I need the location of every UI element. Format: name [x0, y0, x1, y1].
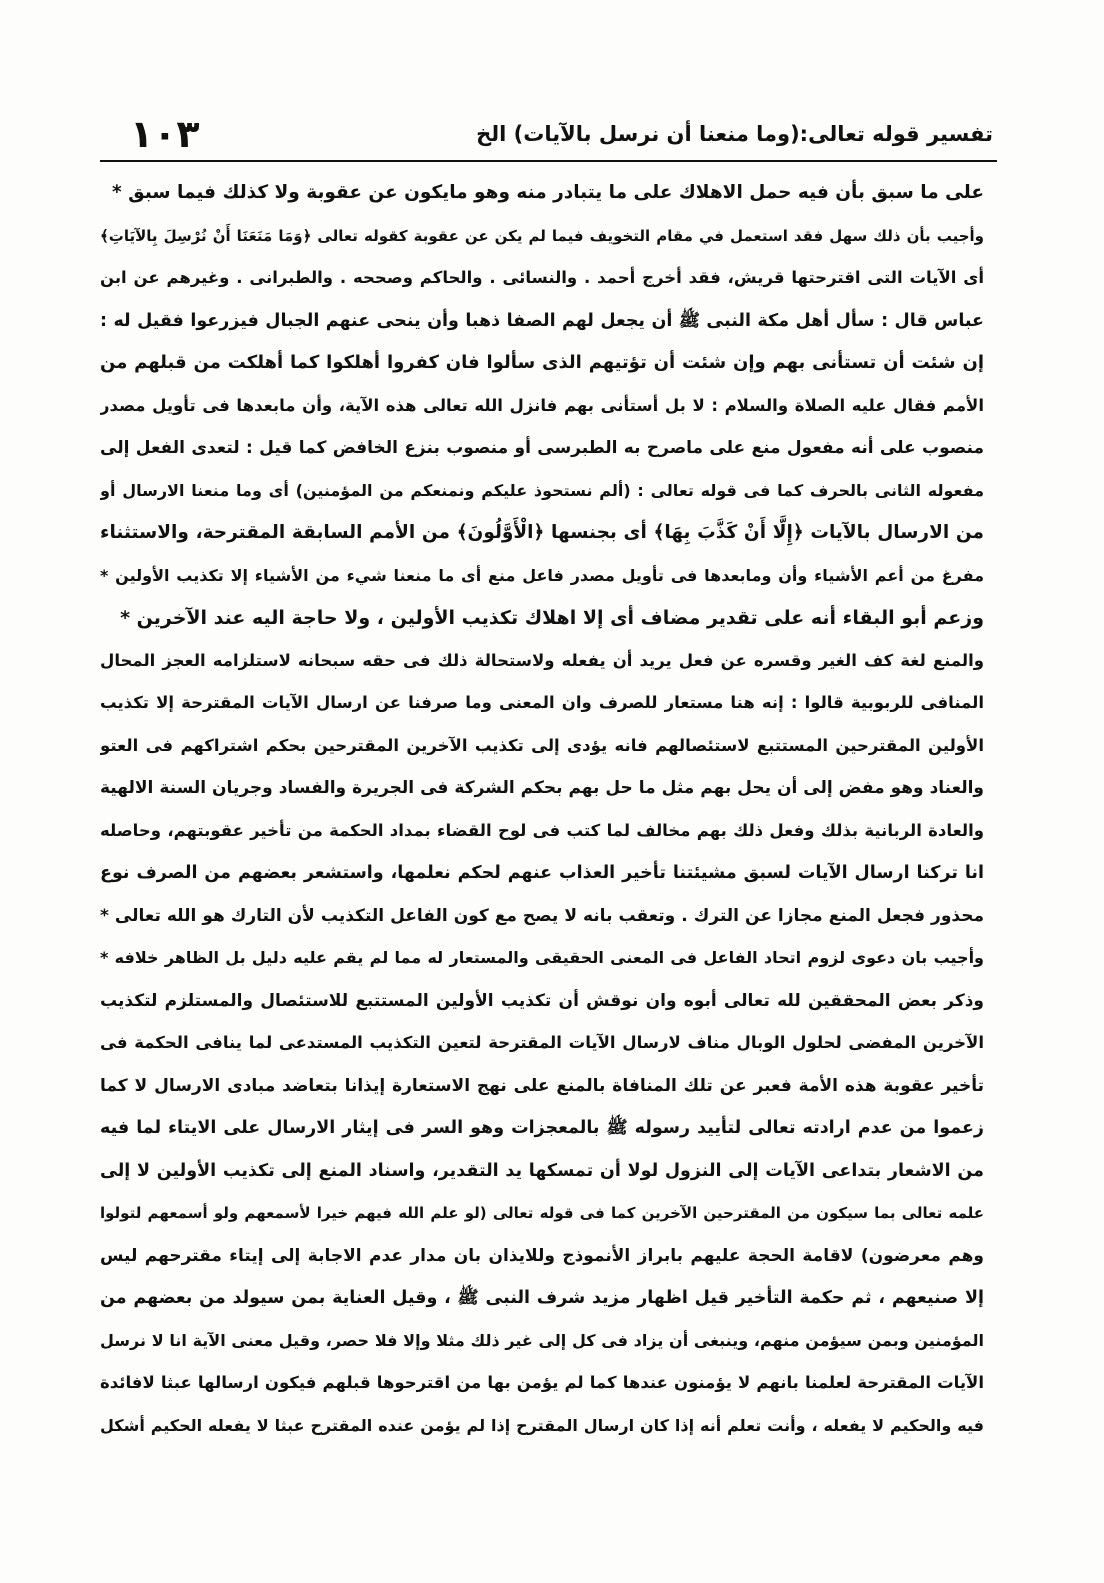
text-line: علمه تعالى بما سيكون من المقترحين الآخرين كما فى قوله تعالى (لو علم الله فيهم خيرا لأسمعهم ولو أسمعهم لتولوا	[100, 1204, 984, 1222]
text-line: المؤمنين وبمن سيؤمن منهم، وينبغى أن يزاد فى كل إلى غير ذلك مثلا وإلا فلا حصر، وقيل معنى الآية انا لا نرسل	[100, 1330, 984, 1350]
text-line: والعادة الربانية بذلك وفعل ذلك بهم مخالف لما كتب فى لوح القضاء بمداد الحكمة من تأخير عقوبتهم، وحاصله	[100, 820, 984, 840]
text-line: فيه والحكيم لا يفعله ، وأنت تعلم أنه إذا كان ارسال المقترح إذا لم يؤمن عنده المقترح عبثا لا يفعله الحكيم أشكل	[100, 1415, 984, 1435]
text-line: على ما سبق بأن فيه حمل الاهلاك على ما يتبادر منه وهو مايكون عن عقوبة ولا كذلك فيما سبق *	[112, 182, 984, 203]
text-line: وذكر بعض المحققين لله تعالى أبوه وان نوقش أن تكذيب الأولين المستتبع للاستئصال والمستلزم لتكذيب	[100, 990, 984, 1011]
page-header	[108, 112, 993, 160]
text-line: وهم معرضون) لاقامة الحجة عليهم بابراز الأنموذج وللايذان بان مدار عدم الاجابة إلى إيتاء مقترحهم ليس	[100, 1245, 984, 1266]
text-line: محذور فجعل المنع مجازا عن الترك . وتعقب بانه لا يصح مع كون الفاعل التكذيب لأن التارك هو الله تعالى *	[100, 905, 984, 926]
text-line: مفرغ من أعم الأشياء وأن ومابعدها فى تأويل مصدر فاعل منع أى ما منعنا شيء من الأشياء إلا تكذيب الأولين *	[100, 565, 984, 585]
text-line: والعناد وهو مفض إلى أن يحل بهم مثل ما حل بهم بحكم الشركة فى الجريرة والفساد وجريان السنة الالهية	[100, 778, 984, 798]
text-line: عباس قال : سأل أهل مكة النبى ﷺ أن يجعل لهم الصفا ذهبا وأن ينحى عنهم الجبال فيزرعوا فقيل له :	[100, 310, 984, 331]
text-line: الأولين المقترحين المستتبع لاستئصالهم فانه يؤدى إلى تكذيب الآخرين المقترحين بحكم اشتراكهم فى العتو	[100, 735, 984, 755]
text-line: المنافى للربوبية قالوا : إنه هنا مستعار للصرف وان المعنى وما صرفنا عن ارسال الآيات المقترحة إلا تكذيب	[100, 693, 984, 712]
text-line: وأجيب بان دعوى لزوم اتحاد الفاعل فى المعنى الحقيقى والمستعار له مما لم يقم عليه دليل بل الظاهر خلافه *	[100, 948, 984, 967]
text-line: وأجيب بأن ذلك سهل فقد استعمل في مقام التخويف فيما لم يكن عن عقوبة كقوله تعالى ﴿وَمَا مَنَعَنَا أَنْ نُرْسِلَ بِالآيَاتِ﴾	[100, 226, 984, 245]
text-line: انا تركنا ارسال الآيات لسبق مشيئتنا تأخير العذاب عنهم لحكم نعلمها، واستشعر بعضهم من الصرف نوع	[100, 863, 984, 883]
body-text	[100, 172, 984, 1447]
text-line: والمنع لغة كف الغير وقسره عن فعل يريد أن يفعله ولاستحالة ذلك فى حقه سبحانه لاستلزامه العجز المحال	[100, 650, 984, 670]
header-rule	[100, 160, 997, 162]
page-number: ١٠٣	[130, 112, 200, 156]
text-line: الآيات المقترحة لعلمنا بانهم لا يؤمنون عندها كما لم يؤمن بها من اقترحوها قبلهم فيكون ارسالها عبثا لافائدة	[100, 1373, 984, 1392]
text-line: زعموا من عدم ارادته تعالى لتأييد رسوله ﷺ بالمعجزات وهو السر فى إيثار الارسال على الايتاء لما فيه	[100, 1118, 984, 1138]
text-line: منصوب على أنه مفعول منع على ماصرح به الطبرسى أو منصوب بنزع الخافض كما قيل : لتعدى الفعل إلى	[100, 438, 984, 458]
text-line: مفعوله الثانى بالحرف كما فى قوله تعالى : (ألم نستحوذ عليكم ونمنعكم من المؤمنين) أى وما منعنا الارسال أو	[100, 480, 984, 500]
text-line: من الاشعار بتداعى الآيات إلى النزول لولا أن تمسكها يد التقدير، واسناد المنع إلى تكذيب الأولين لا إلى	[100, 1160, 984, 1181]
text-line: من الارسال بالآيات ﴿إِلَّا أَنْ كَذَّبَ بِهَا﴾ أى بجنسها ﴿الْأَوَّلُونَ﴾ من الأمم السابقة المقترحة، والاستثناء	[100, 522, 984, 543]
text-line: الأمم فقال عليه الصلاة والسلام : لا بل أستأنى بهم فانزل الله تعالى هذه الآية، وأن مابعدها فى تأويل مصدر	[100, 395, 984, 415]
running-title: تفسير قوله تعالى:(وما منعنا أن نرسل بالآيات) الخ	[476, 122, 993, 146]
text-line: تأخير عقوبة هذه الأمة فعبر عن تلك المنافاة بالمنع على نهج الاستعارة إيذانا بتعاضد مبادى الارسال لا كما	[100, 1075, 984, 1096]
text-line: وزعم أبو البقاء أنه على تقدير مضاف أى إلا اهلاك تكذيب الأولين ، ولا حاجة اليه عند الآخرين *	[120, 607, 984, 629]
text-line: أى الآيات التى اقترحتها قريش، فقد أخرج أحمد . والنسائى . والحاكم وصححه . والطبرانى . وغيرهم عن ابن	[100, 268, 984, 287]
text-line: إلا صنيعهم ، ثم حكمة التأخير قيل اظهار مزيد شرف النبى ﷺ ، وقيل العناية بمن سيولد من بعضهم من	[100, 1288, 984, 1308]
text-line: إن شئت أن تستأنى بهم وإن شئت أن تؤتيهم الذى سألوا فان كفروا أهلكوا كما أهلكت من قبلهم من	[100, 352, 984, 373]
text-line: الآخرين المفضى لحلول الوبال مناف لارسال الآيات المقترحة لتعين التكذيب المستدعى لما ينافى الحكمة فى	[100, 1033, 984, 1052]
